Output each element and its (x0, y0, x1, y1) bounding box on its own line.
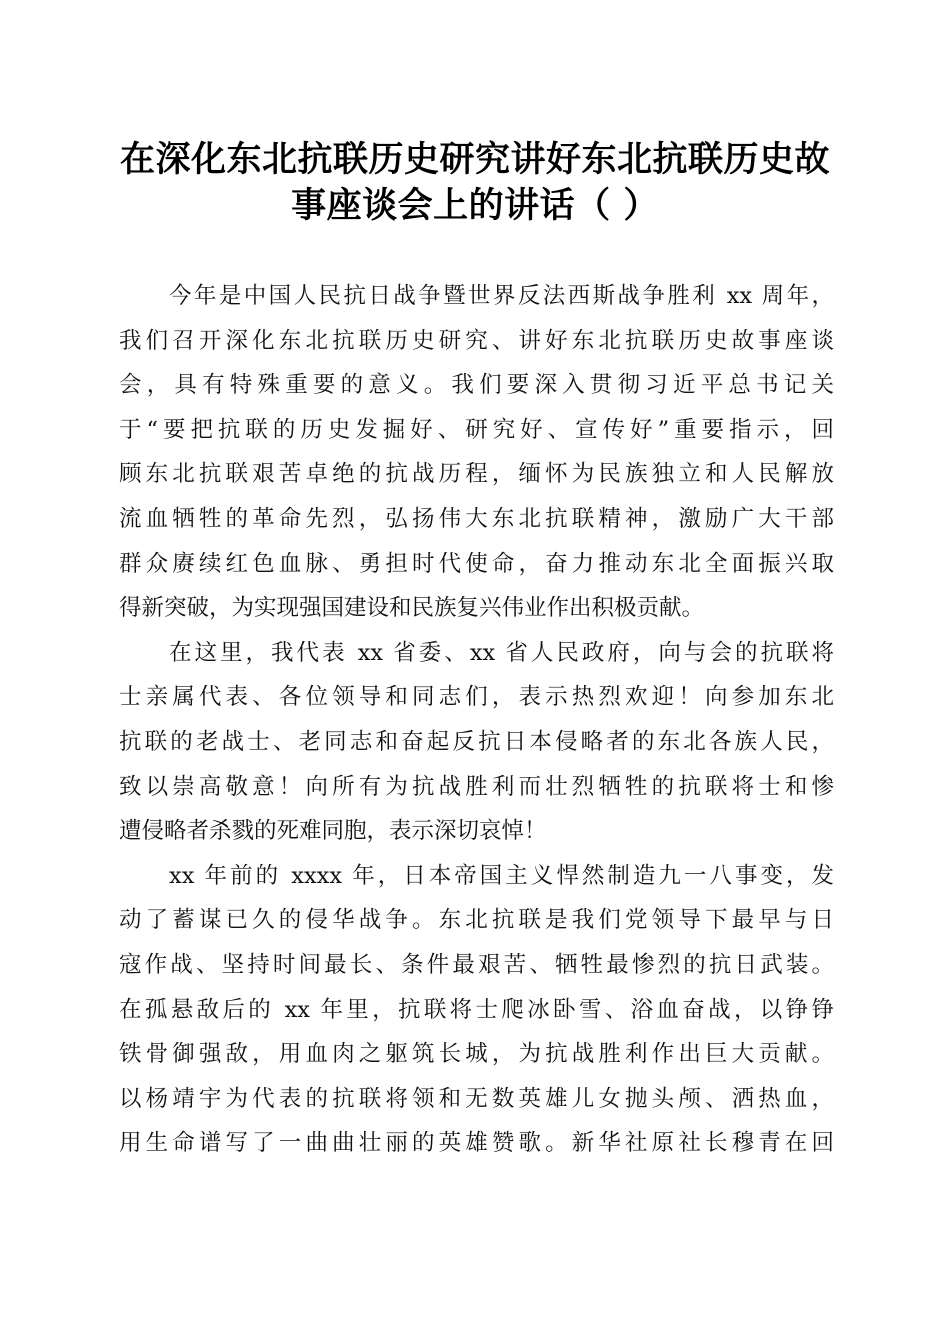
text-line: xx 年前的 xxxx 年，日本帝国主义悍然制造九一八事变，发 (169, 862, 834, 889)
text-line: 以杨靖宇为代表的抗联将领和无数英雄儿女抛头颅、洒热血， (119, 1085, 834, 1112)
title-line-1: 在深化东北抗联历史研究讲好东北抗联历史故 (119, 139, 830, 180)
text-line: 会，具有特殊重要的意义。我们要深入贯彻习近平总书记关 (119, 372, 834, 399)
text-line: 抗联的老战士、老同志和奋起反抗日本侵略者的东北各族人民， (119, 728, 834, 755)
text-line: 今年是中国人民抗日战争暨世界反法西斯战争胜利 xx 周年， (169, 283, 834, 309)
text-line: 流血牺牲的革命先烈，弘扬伟大东北抗联精神，激励广大干部 (119, 505, 834, 532)
paragraph-1 (119, 274, 834, 631)
text-line: 得新突破，为实现强国建设和民族复兴伟业作出积极贡献。 (119, 595, 705, 622)
document-title (110, 137, 840, 229)
title-line-2: 事座谈会上的讲话（ ） (291, 185, 659, 226)
text-line: 致以崇高敬意！向所有为抗战胜利而壮烈牺牲的抗联将士和惨 (119, 773, 834, 800)
text-line: 于“要把抗联的历史发掘好、研究好、宣传好”重要指示，回 (119, 416, 834, 443)
paragraph-3 (119, 854, 834, 1166)
document-body (119, 274, 834, 1166)
text-line: 在孤悬敌后的 xx 年里，抗联将士爬冰卧雪、浴血奋战，以铮铮 (119, 996, 834, 1023)
text-line: 遭侵略者杀戮的死难同胞，表示深切哀悼！ (119, 818, 547, 845)
paragraph-2 (119, 631, 834, 854)
text-line: 动了蓄谋已久的侵华战争。东北抗联是我们党领导下最早与日 (119, 907, 834, 934)
text-line: 群众赓续红色血脉、勇担时代使命，奋力推动东北全面振兴取 (119, 550, 834, 577)
text-line: 用生命谱写了一曲曲壮丽的英雄赞歌。新华社原社长穆青在回 (119, 1130, 834, 1157)
text-line: 顾东北抗联艰苦卓绝的抗战历程，缅怀为民族独立和人民解放 (119, 461, 834, 488)
text-line: 铁骨御强敌，用血肉之躯筑长城，为抗战胜利作出巨大贡献。 (119, 1041, 834, 1068)
text-line: 在这里，我代表 xx 省委、xx 省人民政府，向与会的抗联将 (169, 639, 834, 666)
text-line: 寇作战、坚持时间最长、条件最艰苦、牺牲最惨烈的抗日武装。 (119, 951, 834, 978)
text-line: 士亲属代表、各位领导和同志们，表示热烈欢迎！向参加东北 (119, 684, 834, 711)
text-line: 我们召开深化东北抗联历史研究、讲好东北抗联历史故事座谈 (119, 327, 834, 354)
